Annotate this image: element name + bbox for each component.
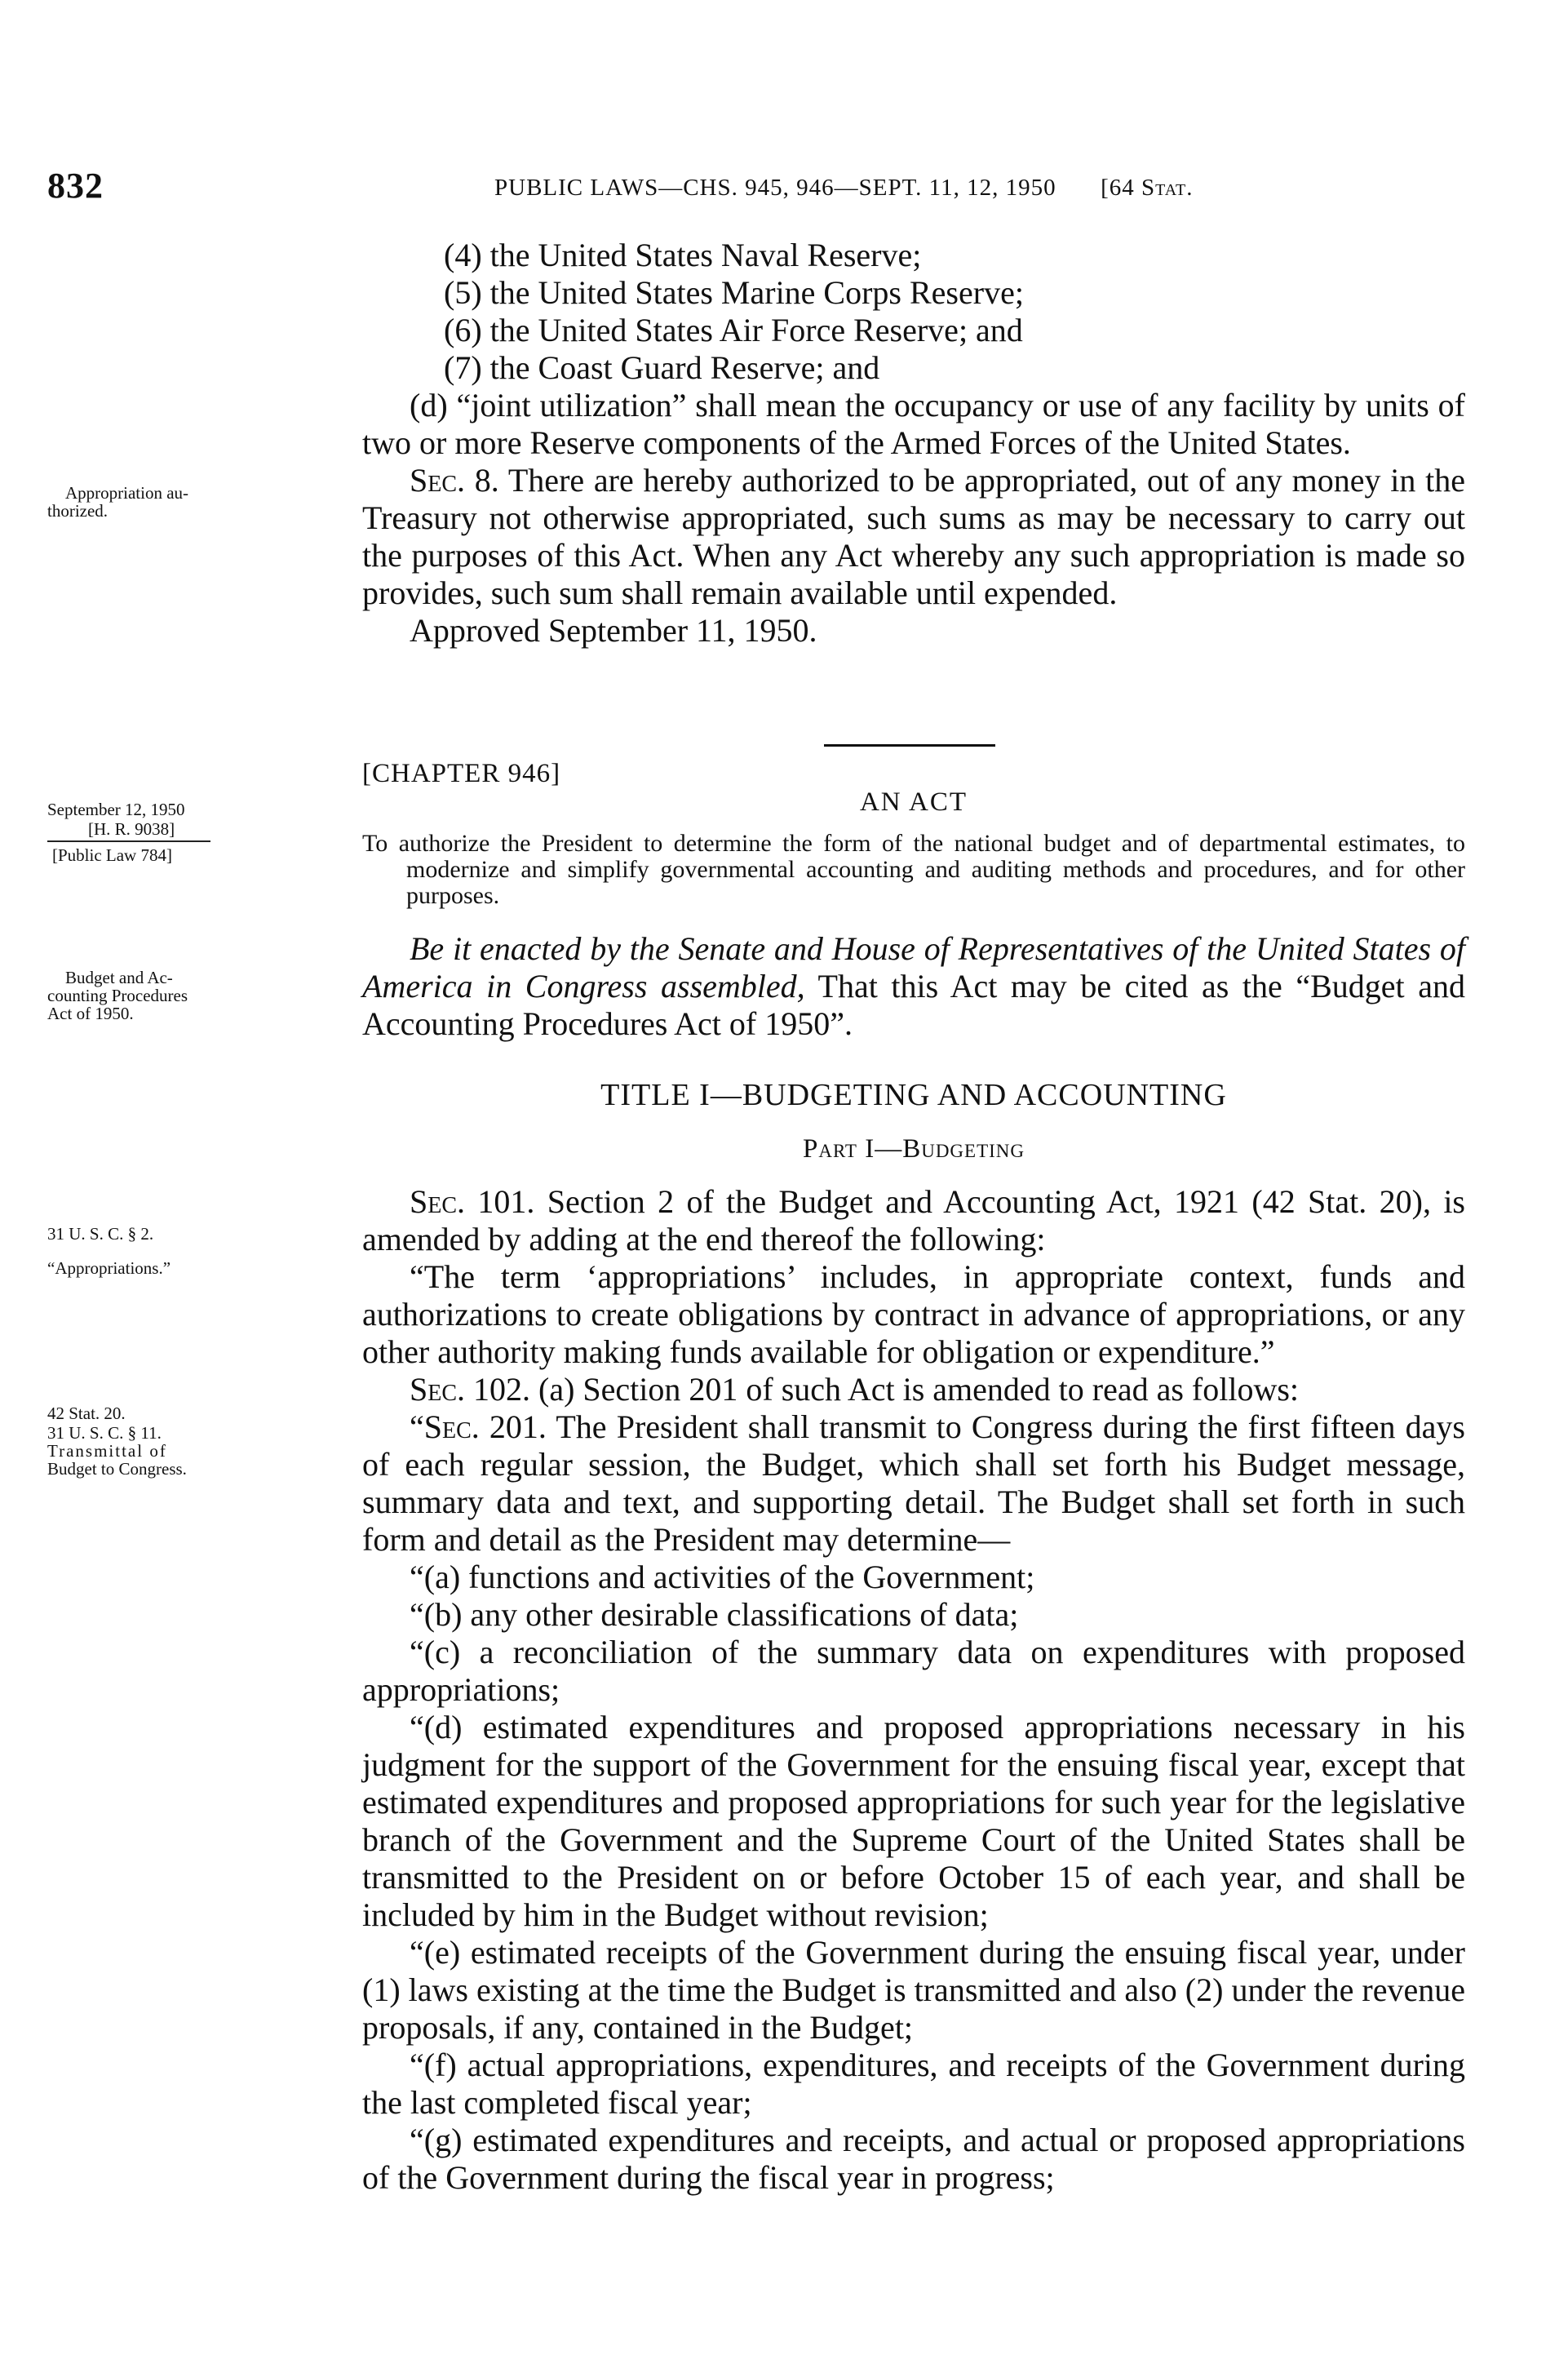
margin-note-transmittal: Transmittal of [47, 1441, 167, 1461]
margin-note-transmittal-cont: Budget to Congress. [47, 1459, 187, 1479]
running-head-title: PUBLIC LAWS—CHS. 945, 946—SEPT. 11, 12, 1950 [494, 175, 1056, 201]
budget-item-e: “(e) estimated receipts of the Government during the ensuing fiscal year, under (1) laws existing at the time the Budget is transmitted and also (2) under the revenue proposals, if any, contained in the Budget; [362, 1934, 1465, 2046]
running-head [494, 175, 1193, 202]
definition-d: (d) “joint utilization” shall mean the occupancy or use of any facility by units of two or more Reserve components of the Armed Forces of the United States. [362, 387, 1465, 461]
reserve-item-4: (4) the United States Naval Reserve; [444, 237, 922, 273]
act-purpose-text: To authorize the President to determine the form of the national budget and of departmental estimates, to modernize and simplify governmental accounting and auditing methods and procedures, and for other purposes. [362, 830, 1465, 909]
part-heading: Part I—Budgeting [802, 1134, 1025, 1164]
section-8 [362, 462, 1465, 612]
margin-note-budget-act-year: Act of 1950. [47, 1004, 134, 1023]
margin-note-rule [47, 840, 210, 842]
chapter-separator [824, 744, 995, 747]
act-purpose [362, 831, 1465, 909]
section-8-text: There are hereby authorized to be appropriated, out of any money in the Treasury not otherwise appropriated, such sums as may be necessary to carry out the purposes of this Act. When any Act whereby any such appropriation is made so provides, such sum shall remain available until expended. [362, 462, 1465, 611]
volume-prefix: [64 [1101, 175, 1135, 201]
margin-note-public-law: [Public Law 784] [52, 845, 172, 865]
appropriations-definition: “The term ‘appropriations’ includes, in appropriate context, funds and authorizations to create obligations by contract in advance of appropriations, or any other authority making funds available for obligation or expenditure.” [362, 1258, 1465, 1370]
margin-note-appropriation: Appropriation au- [65, 483, 189, 503]
budget-item-c: “(c) a reconciliation of the summary data on expenditures with proposed appropriations; [362, 1634, 1465, 1708]
enacting-clause [362, 930, 1465, 1043]
margin-note-appropriation-cont: thorized. [47, 501, 109, 521]
margin-note-budget-act: Budget and Ac- [65, 968, 173, 987]
enacting-clause-italic: Be it enacted by the Senate and House of Representatives of the United States of America in Congress assembled, [362, 930, 1465, 1004]
section-201-label: “Sec. 201. [410, 1408, 547, 1445]
sections-text [362, 1183, 1465, 2197]
approval-date: Approved September 11, 1950. [410, 612, 817, 649]
margin-note-stat-20: 42 Stat. 20. [47, 1404, 126, 1423]
section-102-label: Sec. 102. [410, 1371, 531, 1408]
section-102 [362, 1371, 1465, 1408]
section-102-text: (a) Section 201 of such Act is amended to read as follows: [530, 1371, 1300, 1408]
margin-note-usc-11: 31 U. S. C. § 11. [47, 1423, 162, 1443]
title-heading: TITLE I—BUDGETING AND ACCOUNTING [600, 1078, 1227, 1112]
section-101 [362, 1183, 1465, 1258]
budget-item-f: “(f) actual appropriations, expenditures, and receipts of the Government during the last completed fiscal year; [362, 2047, 1465, 2121]
margin-note-usc-2: 31 U. S. C. § 2. [47, 1224, 154, 1244]
section-201-text: The President shall transmit to Congress during the first fifteen days of each regular session, the Budget, which shall set forth his Budget message, summary data and text, and supporting detail. The Budget shall set forth in such form and detail as the President may determine— [362, 1408, 1466, 1558]
an-act-heading: AN ACT [859, 787, 968, 817]
section-101-text: Section 2 of the Budget and Accounting Act, 1921 (42 Stat. 20), is amended by adding at the end thereof the following: [362, 1183, 1465, 1257]
enacting-clause-block [362, 930, 1465, 1043]
reserve-item-5: (5) the United States Marine Corps Reserve; [444, 274, 1024, 311]
reserve-item-7: (7) the Coast Guard Reserve; and [444, 349, 880, 386]
margin-note-appropriations: “Appropriations.” [47, 1258, 171, 1278]
page-number: 832 [47, 166, 104, 206]
chapter-945-text [362, 237, 1465, 650]
section-8-label: Sec. 8. [410, 462, 499, 499]
section-201 [362, 1408, 1465, 1559]
margin-note-bill: [H. R. 9038] [88, 819, 175, 839]
budget-item-b: “(b) any other desirable classifications of data; [410, 1596, 1019, 1633]
margin-note-date: September 12, 1950 [47, 800, 185, 819]
reserve-item-6: (6) the United States Air Force Reserve; and [444, 312, 1023, 348]
chapter-946-label: [CHAPTER 946] [362, 759, 561, 788]
budget-item-g: “(g) estimated expenditures and receipts, and actual or proposed appropriations of the Government during the fiscal year in progress; [362, 2122, 1465, 2196]
budget-item-d: “(d) estimated expenditures and proposed appropriations necessary in his judgment for the support of the Government for the ensuing fiscal year, except that estimated expenditures and proposed appropriations for such year for the legislative branch of the Government and the Supreme Court of the United States shall be transmitted to the President on or before October 15 of each year, and shall be included by him in the Budget without revision; [362, 1709, 1465, 1933]
margin-note-budget-act-cont: counting Procedures [47, 986, 188, 1005]
enacting-clause-rest: That this Act may be cited as the “Budget and Accounting Procedures Act of 1950”. [362, 968, 1465, 1042]
volume-stat: Stat. [1141, 175, 1194, 201]
budget-item-a: “(a) functions and activities of the Government; [410, 1559, 1035, 1595]
section-101-label: Sec. 101. [410, 1183, 535, 1220]
